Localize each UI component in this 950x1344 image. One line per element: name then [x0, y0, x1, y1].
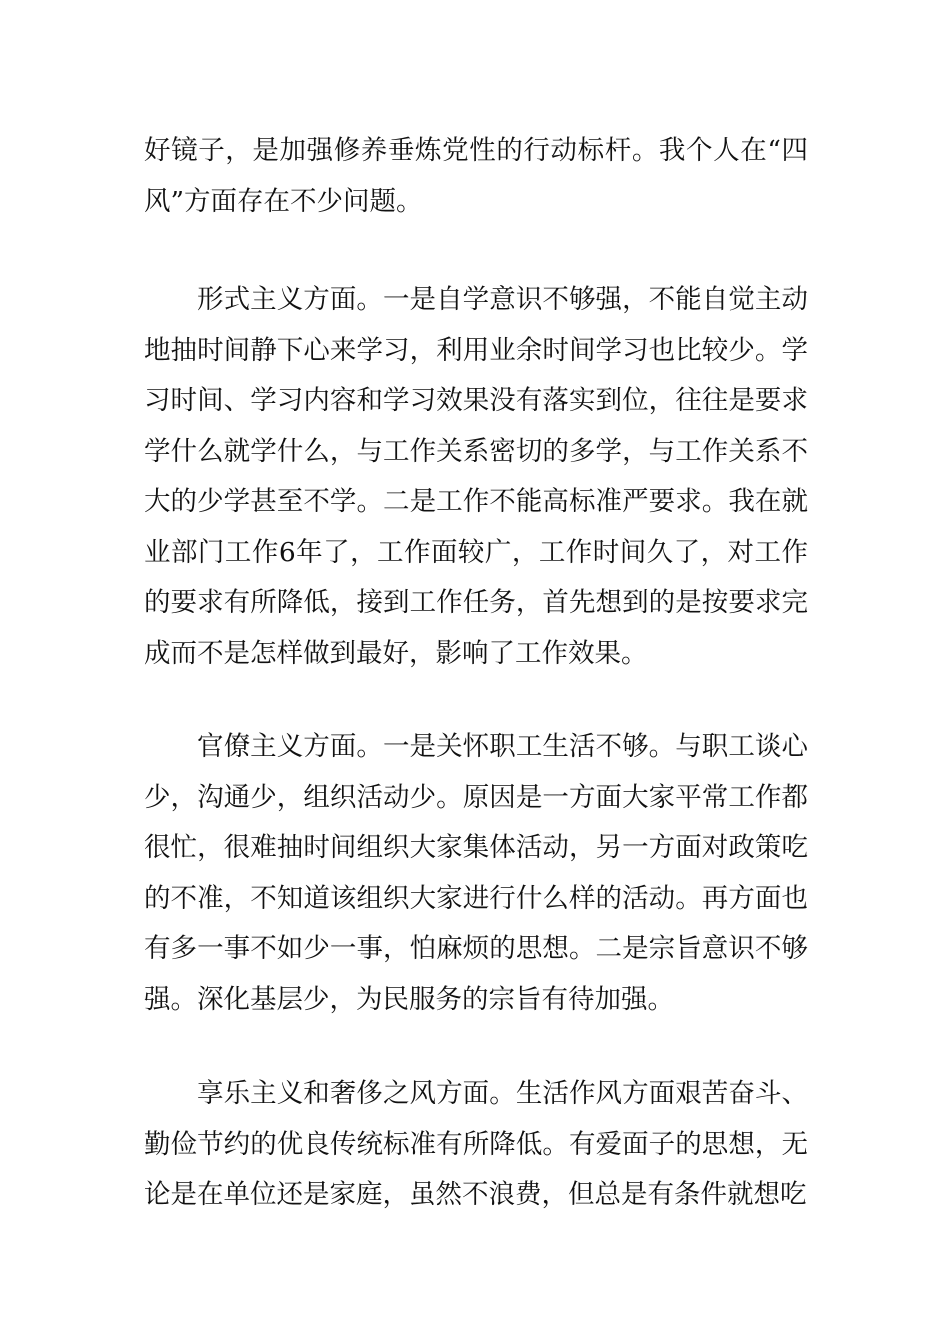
paragraph-formalism: 形式主义方面。一是自学意识不够强，不能自觉主动地抽时间静下心来学习，利用业余时间学习也比较少。学习时间、学习内容和学习效果没有落实到位，往往是要求学什么就学什么，与工作关系密切的多学，与工作关系不大的少学甚至不学。二是工作不能高标准严要求。我在就业部门工作6年了，工作面较广，工作时间久了，对工作的要求有所降低，接到工作任务，首先想到的是按要求完成而不是怎样做到最好，影响了工作效果。 [144, 284, 808, 669]
paragraph-continued: 好镜子，是加强修养垂炼党性的行动标杆。我个人在“四风”方面存在不少问题。 [144, 135, 808, 217]
paragraph-bureaucratism: 官僚主义方面。一是关怀职工生活不够。与职工谈心少，沟通少，组织活动少。原因是一方面大家平常工作都很忙，很难抽时间组织大家集体活动，另一方面对政策吃的不准，不知道该组织大家进行什么样的活动。再方面也有多一事不如少一事，怕麻烦的思想。二是宗旨意识不够强。深化基层少，为民服务的宗旨有待加强。 [144, 731, 808, 1015]
paragraph-hedonism: 享乐主义和奢侈之风方面。生活作风方面艰苦奋斗、勤俭节约的优良传统标准有所降低。有爱面子的思想，无论是在单位还是家庭，虽然不浪费，但总是有条件就想吃 [144, 1078, 808, 1210]
